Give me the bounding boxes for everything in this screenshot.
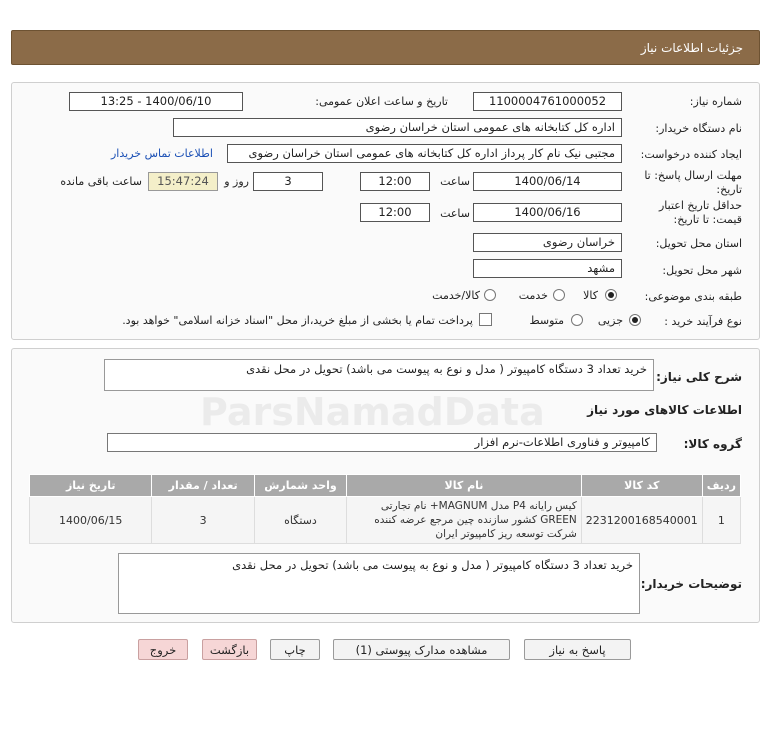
reply-button[interactable]: پاسخ به نیاز <box>524 639 631 660</box>
print-button[interactable]: چاپ <box>270 639 320 660</box>
city-label: شهر محل تحویل: <box>662 264 742 277</box>
cell-name: کیس رایانه P4 مدل MAGNUM+ نام تجارتی GREEN کشور سازنده چین مرجع عرضه کننده شرکت توسعه ریز کامپیوتر ایران <box>347 497 582 544</box>
table-header-row <box>30 475 741 497</box>
validity-date-field: 1400/06/16 <box>473 203 622 222</box>
cell-code: 2231200168540001 <box>581 497 702 544</box>
process-option-minor: جزیی <box>597 314 623 327</box>
process-radio-minor[interactable] <box>629 314 641 326</box>
treasury-checkbox[interactable] <box>479 313 492 326</box>
cell-qty: 3 <box>152 497 254 544</box>
goods-group-field: کامپیوتر و فناوری اطلاعات-نرم افزار <box>107 433 657 452</box>
province-field: خراسان رضوی <box>473 233 622 252</box>
category-option-service: خدمت <box>518 289 548 302</box>
exit-button[interactable]: خروج <box>138 639 188 660</box>
validity-label-2: قیمت: تا تاریخ: <box>673 213 742 226</box>
page-title: جزئیات اطلاعات نیاز <box>640 41 743 55</box>
buyer-notes-field: خرید تعداد 3 دستگاه کامپیوتر ( مدل و نوع به پیوست می باشد) تحویل در محل نقدی <box>118 553 640 614</box>
validity-time-field: 12:00 <box>360 203 430 222</box>
need-number-label: شماره نیاز: <box>689 95 742 108</box>
remaining-label: ساعت باقی مانده <box>60 175 142 188</box>
category-radio-service[interactable] <box>553 289 565 301</box>
cell-date: 1400/06/15 <box>30 497 152 544</box>
buyer-org-label: نام دستگاه خریدار: <box>655 122 742 135</box>
category-radio-goods-service[interactable] <box>484 289 496 301</box>
back-button[interactable]: بازگشت <box>202 639 257 660</box>
need-number-field: 1100004761000052 <box>473 92 622 111</box>
cell-unit: دستگاه <box>254 497 346 544</box>
remaining-time-field: 15:47:24 <box>148 172 218 191</box>
goods-info-title: اطلاعات کالاهای مورد نیاز <box>587 403 742 417</box>
col-code: کد کالا <box>581 475 702 497</box>
contact-buyer-link[interactable]: اطلاعات تماس خریدار <box>111 147 213 160</box>
days-field: 3 <box>253 172 323 191</box>
col-date: تاریخ نیاز <box>30 475 152 497</box>
category-option-goods-service: کالا/خدمت <box>432 289 480 302</box>
category-label: طبقه بندی موضوعی: <box>644 290 742 303</box>
validity-label: حداقل تاریخ اعتبار <box>658 199 742 212</box>
buyer-org-field: اداره کل کتابخانه های عمومی استان خراسان رضوی <box>173 118 622 137</box>
process-radio-medium[interactable] <box>571 314 583 326</box>
city-field: مشهد <box>473 259 622 278</box>
announce-field: 1400/06/10 - 13:25 <box>69 92 243 111</box>
table-row <box>30 497 741 544</box>
announce-label: تاریخ و ساعت اعلان عمومی: <box>315 95 448 108</box>
col-unit: واحد شمارش <box>254 475 346 497</box>
creator-label: ایجاد کننده درخواست: <box>640 148 742 161</box>
process-option-medium: متوسط <box>529 314 564 327</box>
col-qty: تعداد / مقدار <box>152 475 254 497</box>
validity-time-label: ساعت <box>440 207 470 220</box>
col-row: ردیف <box>702 475 740 497</box>
category-option-goods: کالا <box>583 289 598 302</box>
category-radio-goods[interactable] <box>605 289 617 301</box>
process-label: نوع فرآیند خرید : <box>664 315 742 328</box>
creator-field: مجتبی نیک نام کار پرداز اداره کل کتابخانه های عمومی استان خراسان رضوی <box>227 144 622 163</box>
buyer-notes-label: توضیحات خریدار: <box>640 577 742 591</box>
attachments-button[interactable]: مشاهده مدارک پیوستی (1) <box>333 639 510 660</box>
province-label: استان محل تحویل: <box>655 237 742 250</box>
reply-time-label: ساعت <box>440 175 470 188</box>
summary-field: خرید تعداد 3 دستگاه کامپیوتر ( مدل و نوع به پیوست می باشد) تحویل در محل نقدی <box>104 359 654 391</box>
cell-row: 1 <box>702 497 740 544</box>
reply-date-field: 1400/06/14 <box>473 172 622 191</box>
col-name: نام کالا <box>347 475 582 497</box>
reply-time-field: 12:00 <box>360 172 430 191</box>
header-bar <box>11 30 760 65</box>
goods-table <box>29 474 741 544</box>
reply-deadline-label-2: تاریخ: <box>716 183 742 196</box>
reply-deadline-label: مهلت ارسال پاسخ: تا <box>644 169 742 182</box>
summary-label: شرح کلی نیاز: <box>656 370 742 384</box>
goods-group-label: گروه کالا: <box>683 437 742 451</box>
payment-note: پرداخت تمام یا بخشی از مبلغ خرید،از محل "اسناد خزانه اسلامی" خواهد بود. <box>122 314 473 327</box>
days-label: روز و <box>224 175 249 188</box>
